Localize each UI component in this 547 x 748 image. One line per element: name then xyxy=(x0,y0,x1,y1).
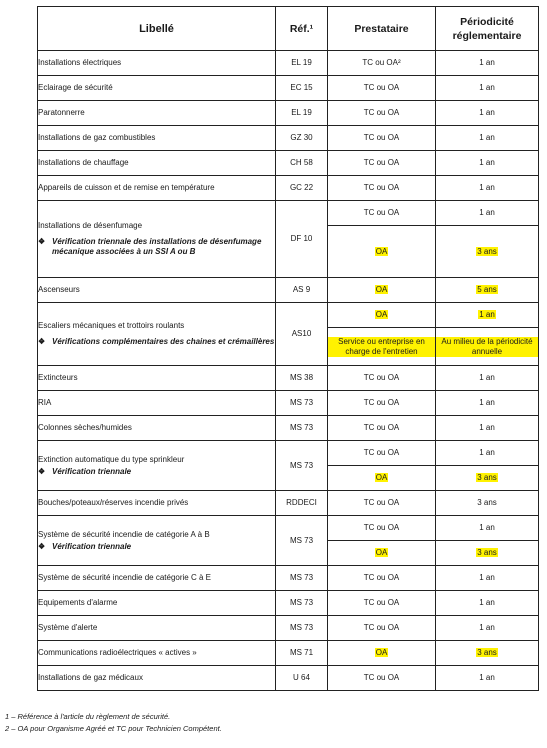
header-libelle: Libellé xyxy=(38,7,276,51)
ref-cell: MS 73 xyxy=(276,441,328,491)
ref-cell: MS 73 xyxy=(276,566,328,591)
header-periodicite xyxy=(436,7,539,51)
libelle-sub xyxy=(38,237,275,257)
ref-cell: AS10 xyxy=(276,303,328,366)
ref-cell: AS 9 xyxy=(276,278,328,303)
periodicite-cell: 1 an xyxy=(436,101,539,126)
ref-cell: U 64 xyxy=(276,666,328,691)
footnote-2: 2 – OA pour Organisme Agréé et TC pour Technicien Compétent. xyxy=(5,724,222,733)
ref-cell: MS 71 xyxy=(276,641,328,666)
table-row xyxy=(38,151,539,176)
highlighted-value: OA xyxy=(375,548,388,557)
footnote-1: 1 – Référence à l'article du règlement de sécurité. xyxy=(5,712,171,721)
libelle-cell: Installations électriques xyxy=(38,51,276,76)
prestataire-cell: TC ou OA xyxy=(328,76,436,101)
prestataire-cell: TC ou OA xyxy=(328,441,436,466)
table-row xyxy=(38,416,539,441)
ref-cell: GZ 30 xyxy=(276,126,328,151)
ref-cell: CH 58 xyxy=(276,151,328,176)
periodicite-cell xyxy=(436,541,539,566)
periodicite-cell: 1 an xyxy=(436,441,539,466)
periodicite-cell xyxy=(436,226,539,278)
verification-table xyxy=(37,6,539,691)
highlighted-value: OA xyxy=(375,473,388,482)
highlighted-value: OA xyxy=(375,246,388,256)
libelle-cell: Extincteurs xyxy=(38,366,276,391)
table-header-row xyxy=(38,7,539,51)
periodicite-cell: 1 an xyxy=(436,51,539,76)
libelle-cell: Ascenseurs xyxy=(38,278,276,303)
libelle-main: Système de sécurité incendie de catégorie A à B xyxy=(38,529,210,539)
prestataire-cell: TC ou OA xyxy=(328,391,436,416)
header-ref: Réf.¹ xyxy=(276,7,328,51)
periodicite-cell: 1 an xyxy=(436,566,539,591)
table-row xyxy=(38,616,539,641)
libelle-sub-text: Vérifications complémentaires des chaines et crémaillères xyxy=(52,337,275,346)
libelle-cell: Système de sécurité incendie de catégorie C à E xyxy=(38,566,276,591)
libelle-cell: Installations de gaz combustibles xyxy=(38,126,276,151)
highlighted-value: OA xyxy=(375,310,388,319)
diamond-bullet-icon: ❖ xyxy=(38,337,46,346)
periodicite-cell: 1 an xyxy=(436,616,539,641)
libelle-cell xyxy=(38,441,276,491)
prestataire-cell: TC ou OA xyxy=(328,151,436,176)
prestataire-cell xyxy=(328,466,436,491)
ref-cell: MS 38 xyxy=(276,366,328,391)
table-row xyxy=(38,101,539,126)
libelle-cell: Eclairage de sécurité xyxy=(38,76,276,101)
periodicite-cell: 1 an xyxy=(436,516,539,541)
table-row xyxy=(38,391,539,416)
highlighted-value: 3 ans xyxy=(477,548,497,557)
prestataire-cell xyxy=(328,328,436,366)
prestataire-cell: TC ou OA xyxy=(328,491,436,516)
prestataire-cell: TC ou OA xyxy=(328,126,436,151)
highlighted-value: OA xyxy=(375,648,388,657)
libelle-cell: Bouches/poteaux/réserves incendie privés xyxy=(38,491,276,516)
periodicite-cell: 1 an xyxy=(436,391,539,416)
periodicite-cell xyxy=(436,641,539,666)
table-row xyxy=(38,441,539,466)
periodicite-cell: 1 an xyxy=(436,126,539,151)
table-row xyxy=(38,641,539,666)
highlighted-value: 1 an xyxy=(479,310,495,319)
prestataire-cell: TC ou OA xyxy=(328,176,436,201)
table-row xyxy=(38,366,539,391)
prestataire-cell xyxy=(328,641,436,666)
ref-cell: MS 73 xyxy=(276,416,328,441)
highlighted-value: 3 ans xyxy=(477,648,497,657)
prestataire-cell xyxy=(328,303,436,328)
periodicite-cell: 1 an xyxy=(436,416,539,441)
libelle-sub-text: Vérification triennale des installations de désenfumage mécanique associées à un SSI A ou B xyxy=(52,237,262,256)
periodicite-cell: 1 an xyxy=(436,201,539,226)
ref-cell: EC 15 xyxy=(276,76,328,101)
prestataire-cell: TC ou OA xyxy=(328,101,436,126)
prestataire-cell: TC ou OA xyxy=(328,416,436,441)
libelle-cell xyxy=(38,303,276,366)
periodicite-cell: 1 an xyxy=(436,151,539,176)
highlighted-value: 5 ans xyxy=(477,285,497,294)
diamond-bullet-icon: ❖ xyxy=(38,466,46,476)
prestataire-cell: TC ou OA xyxy=(328,516,436,541)
prestataire-cell: TC ou OA xyxy=(328,616,436,641)
prestataire-cell: TC ou OA xyxy=(328,566,436,591)
table-row xyxy=(38,491,539,516)
header-prestataire: Prestataire xyxy=(328,7,436,51)
prestataire-cell: TC ou OA xyxy=(328,366,436,391)
highlighted-value: 3 ans xyxy=(477,473,497,482)
ref-cell: EL 19 xyxy=(276,101,328,126)
libelle-main: Installations de désenfumage xyxy=(38,221,143,230)
libelle-cell: Système d'alerte xyxy=(38,616,276,641)
table-row xyxy=(38,566,539,591)
prestataire-cell: TC ou OA xyxy=(328,666,436,691)
periodicite-cell: 1 an xyxy=(436,176,539,201)
libelle-cell xyxy=(38,516,276,566)
libelle-cell: RIA xyxy=(38,391,276,416)
table-row xyxy=(38,666,539,691)
prestataire-cell: TC ou OA xyxy=(328,201,436,226)
periodicite-cell: 1 an xyxy=(436,366,539,391)
libelle-cell: Installations de chauffage xyxy=(38,151,276,176)
libelle-sub-text: Vérification triennale xyxy=(52,541,132,551)
libelle-cell: Colonnes sèches/humides xyxy=(38,416,276,441)
table-row xyxy=(38,591,539,616)
periodicite-cell: 1 an xyxy=(436,591,539,616)
table-row xyxy=(38,126,539,151)
libelle-sub-text: Vérification triennale xyxy=(52,466,132,476)
libelle-cell: Equipements d'alarme xyxy=(38,591,276,616)
table-row xyxy=(38,278,539,303)
periodicite-cell: 1 an xyxy=(436,76,539,101)
libelle-main: Escaliers mécaniques et trottoirs roulants xyxy=(38,321,185,330)
table-row xyxy=(38,201,539,226)
ref-cell: DF 10 xyxy=(276,201,328,278)
ref-cell: MS 73 xyxy=(276,516,328,566)
libelle-main: Extinction automatique du type sprinkleur xyxy=(38,454,185,464)
highlighted-value: OA xyxy=(375,285,388,294)
table-row xyxy=(38,303,539,328)
libelle-cell: Communications radioélectriques « actives » xyxy=(38,641,276,666)
libelle-sub xyxy=(38,542,275,552)
header-periodicite-line2: réglementaire xyxy=(452,29,522,42)
periodicite-cell xyxy=(436,328,539,366)
ref-cell: EL 19 xyxy=(276,51,328,76)
document-body xyxy=(37,6,538,691)
prestataire-cell xyxy=(328,226,436,278)
header-periodicite-line1: Périodicité xyxy=(460,15,514,28)
libelle-sub xyxy=(38,467,275,477)
ref-cell: MS 73 xyxy=(276,391,328,416)
periodicite-cell xyxy=(436,278,539,303)
prestataire-cell: TC ou OA xyxy=(328,591,436,616)
table-row xyxy=(38,51,539,76)
libelle-cell: Paratonnerre xyxy=(38,101,276,126)
highlighted-value: 3 ans xyxy=(477,246,497,256)
diamond-bullet-icon: ❖ xyxy=(38,237,46,246)
ref-cell: RDDECI xyxy=(276,491,328,516)
periodicite-cell xyxy=(436,303,539,328)
prestataire-cell xyxy=(328,278,436,303)
ref-cell: MS 73 xyxy=(276,591,328,616)
table-row xyxy=(38,176,539,201)
libelle-sub xyxy=(38,337,275,347)
periodicite-cell: 3 ans xyxy=(436,491,539,516)
table-row xyxy=(38,76,539,101)
libelle-cell: Appareils de cuisson et de remise en température xyxy=(38,176,276,201)
highlighted-value: Service ou entreprise en charge de l'entretien xyxy=(328,337,435,357)
libelle-cell xyxy=(38,201,276,278)
table-row xyxy=(38,516,539,541)
highlighted-value: Au milieu de la périodicité annuelle xyxy=(436,337,538,357)
prestataire-cell xyxy=(328,541,436,566)
prestataire-cell: TC ou OA² xyxy=(328,51,436,76)
libelle-cell: Installations de gaz médicaux xyxy=(38,666,276,691)
ref-cell: MS 73 xyxy=(276,616,328,641)
ref-cell: GC 22 xyxy=(276,176,328,201)
periodicite-cell xyxy=(436,466,539,491)
periodicite-cell: 1 an xyxy=(436,666,539,691)
diamond-bullet-icon: ❖ xyxy=(38,541,46,551)
